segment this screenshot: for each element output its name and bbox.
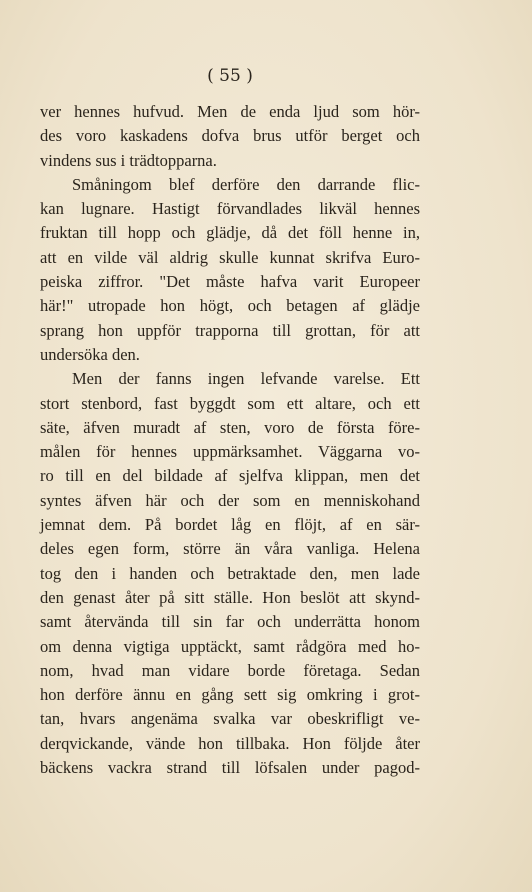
text-line: kan lugnare. Hastigt förvandlades likväl hennes (40, 199, 420, 219)
text-line: här!" utropade hon högt, och betagen af glädje (40, 296, 420, 316)
text-line: ro till en del bildade af sjelfva klippan, men det (40, 466, 420, 486)
text-line: målen för hennes uppmärksamhet. Väggarna vo- (40, 442, 420, 462)
text-line: stort stenbord, fast byggdt som ett altare, och ett (40, 393, 420, 413)
text-line: Småningom blef derföre den darrande flic- (72, 174, 420, 194)
text-line: deles egen form, större än våra vanliga. Helena (40, 539, 420, 559)
text-line: peiska ziffror. "Det måste hafva varit Europeer (40, 272, 420, 292)
text-line: bäckens vackra strand till löfsalen under pagod- (40, 758, 420, 778)
text-line: hon derföre ännu en gång sett sig omkring i grot- (40, 685, 420, 705)
text-line: derqvickande, vände hon tillbaka. Hon följde åter (40, 733, 420, 753)
text-line: sprang hon uppför trapporna till grottan, för att (40, 320, 420, 340)
text-line: att en vilde väl aldrig skulle kunnat skrifva Euro- (40, 247, 420, 267)
text-line: fruktan till hopp och glädje, då det föll henne in, (40, 223, 420, 243)
text-line: jemnat dem. På bordet låg en flöjt, af en sär- (40, 515, 420, 535)
body-text (40, 100, 420, 780)
text-line: ver hennes hufvud. Men de enda ljud som hör- (40, 102, 420, 121)
text-line: tog den i handen och betraktade den, men lade (40, 563, 420, 583)
text-line: samt återvända till sin far och underrätta honom (40, 612, 420, 632)
text-line: nom, hvad man vidare borde företaga. Sedan (40, 660, 420, 680)
text-line: om denna vigtiga upptäckt, samt rådgöra med ho- (40, 636, 420, 656)
text-line: säte, äfven muradt af sten, voro de första före- (40, 417, 420, 437)
text-line: des voro kaskadens dofva brus utför berget och (40, 126, 420, 146)
text-line: tan, hvars angenäma svalka var obeskrifligt ve- (40, 709, 420, 729)
text-line: Men der fanns ingen lefvande varelse. Ett (72, 369, 420, 389)
text-line: den genast åter på sitt ställe. Hon beslöt att skynd- (40, 587, 420, 607)
text-line: syntes äfven här och der som en menniskohand (40, 490, 420, 510)
page-number: ( 55 ) (207, 66, 253, 86)
text-line: undersöka den. (40, 344, 140, 364)
text-line: vindens sus i trädtopparna. (40, 150, 217, 170)
